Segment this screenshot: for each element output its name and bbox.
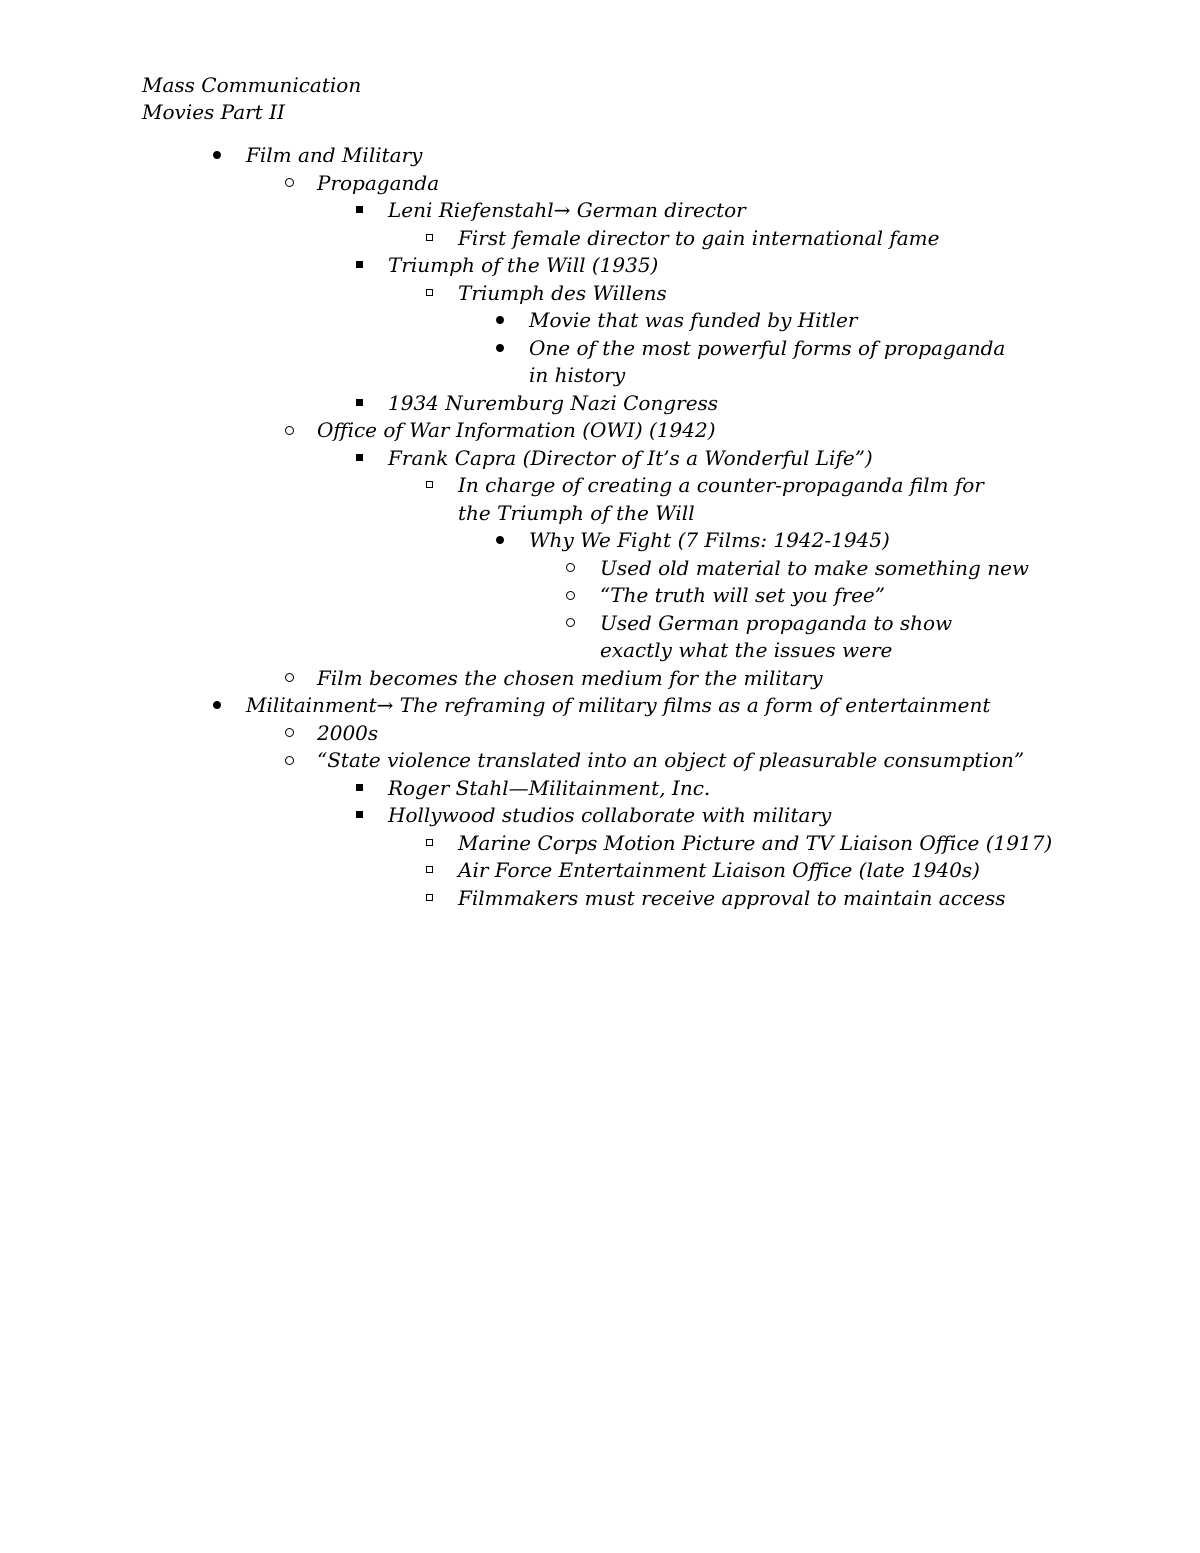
outline-item (0, 582, 1200, 610)
outline-item (0, 307, 1200, 335)
outline-item (0, 747, 1200, 775)
outline-item-text: 1934 Nuremburg Nazi Congress (388, 390, 719, 415)
outline-item-text: 2000s (317, 720, 379, 745)
outline-item-text: One of the most powerful forms of propaganda in history (529, 335, 1006, 387)
bullet-circle-icon (279, 720, 299, 748)
outline-item (0, 390, 1200, 418)
outline-item (0, 720, 1200, 748)
outline-item (0, 527, 1200, 555)
outline-item (0, 280, 1200, 308)
outline-item (0, 170, 1200, 198)
outline-item (0, 692, 1200, 720)
bullet-circle-icon (279, 665, 299, 693)
bullet-hollow-square-icon (419, 472, 439, 500)
bullet-hollow-square-icon (419, 885, 439, 913)
bullet-square-icon (349, 252, 369, 280)
outline-item (0, 665, 1200, 693)
outline-item-text: Why We Fight (7 Films: 1942-1945) (529, 528, 890, 552)
outline-item-text: Triumph des Willens (458, 280, 667, 305)
bullet-hollow-square-icon (419, 225, 439, 253)
outline-item-text: Film becomes the chosen medium for the military (317, 665, 823, 690)
outline-item (0, 610, 1200, 665)
outline-item-text: Filmmakers must receive approval to maintain access (458, 885, 1006, 910)
bullet-hollow-square-icon (419, 830, 439, 858)
bullet-circle-icon (560, 582, 580, 610)
outline-item (0, 472, 1200, 527)
outline-item-text: “State violence translated into an object of pleasurable consumption” (317, 748, 1025, 772)
outline-item-text: “The truth will set you free” (600, 583, 885, 607)
outline-item-text: Used German propaganda to show exactly what the issues were (600, 610, 953, 662)
outline-item (0, 445, 1200, 473)
outline-item (0, 775, 1200, 803)
bullet-circle-icon (560, 555, 580, 583)
bullet-square-icon (349, 775, 369, 803)
bullet-square-icon (349, 197, 369, 225)
bullet-square-icon (349, 445, 369, 473)
outline-item-text: Roger Stahl—Militainment, Inc. (388, 775, 711, 800)
outline-item (0, 417, 1200, 445)
bullet-hollow-square-icon (419, 857, 439, 885)
outline-item (0, 555, 1200, 583)
outline-item (0, 830, 1200, 858)
bullet-dot-icon (490, 527, 510, 555)
bullet-circle-icon (279, 170, 299, 198)
notes-outline (0, 142, 1200, 912)
outline-item-text: Air Force Entertainment Liaison Office (late 1940s) (458, 858, 980, 882)
outline-item-text: Propaganda (317, 170, 440, 195)
outline-item (0, 802, 1200, 830)
outline-item-text: Office of War Information (OWI) (1942) (317, 418, 716, 442)
bullet-hollow-square-icon (419, 280, 439, 308)
bullet-square-icon (349, 390, 369, 418)
bullet-circle-icon (279, 417, 299, 445)
outline-item (0, 197, 1200, 225)
outline-item (0, 142, 1200, 170)
outline-item-text: Hollywood studios collaborate with military (388, 803, 832, 827)
outline-item (0, 252, 1200, 280)
outline-item (0, 225, 1200, 253)
bullet-circle-icon (560, 610, 580, 638)
bullet-dot-icon (490, 335, 510, 363)
outline-item-text: First female director to gain international fame (458, 225, 940, 250)
document-title: Mass Communication (142, 73, 362, 97)
outline-item (0, 335, 1200, 390)
outline-item-text: Marine Corps Motion Picture and TV Liaison Office (1917) (458, 830, 1053, 855)
outline-item-text: Triumph of the Will (1935) (388, 253, 659, 277)
bullet-dot-icon (207, 692, 227, 720)
bullet-circle-icon (279, 747, 299, 775)
outline-item-text: Frank Capra (Director of It’s a Wonderful Life”) (388, 445, 873, 470)
outline-item (0, 885, 1200, 913)
outline-item-text: In charge of creating a counter-propaganda film for the Triumph of the Will (458, 473, 984, 525)
outline-item-text: Film and Military (246, 143, 423, 167)
outline-item-text: Used old material to make something new (600, 555, 1030, 580)
outline-item-text: Leni Riefenstahl→ German director (388, 198, 746, 222)
bullet-dot-icon (207, 142, 227, 170)
outline-item-text: Movie that was funded by Hitler (529, 308, 858, 332)
document-subtitle: Movies Part II (142, 100, 285, 124)
bullet-square-icon (349, 802, 369, 830)
bullet-dot-icon (490, 307, 510, 335)
outline-item (0, 857, 1200, 885)
outline-item-text: Militainment→ The reframing of military films as a form of entertainment (246, 693, 991, 717)
document-header (142, 72, 361, 126)
